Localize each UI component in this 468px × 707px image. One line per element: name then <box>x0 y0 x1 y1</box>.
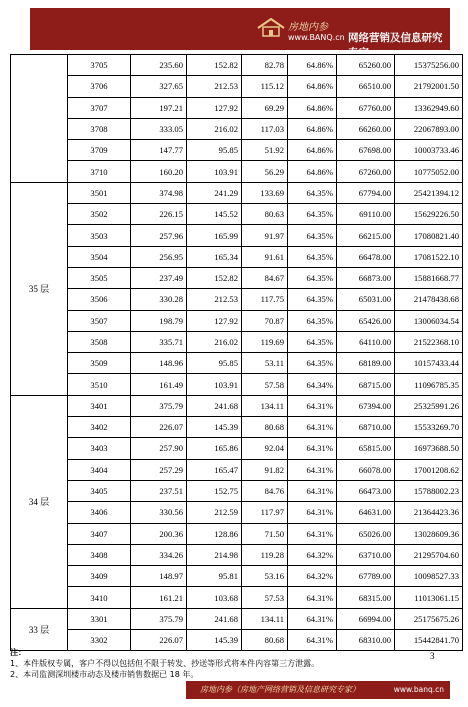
price-cell: 66215.00 <box>337 225 395 246</box>
brand-name: 房地内参 <box>288 22 328 33</box>
ratio-cell: 64.35% <box>288 331 337 352</box>
total-cell: 13028609.36 <box>395 523 463 544</box>
price-cell: 68310.00 <box>337 630 395 651</box>
total-cell: 17081522.10 <box>395 246 463 267</box>
total-cell: 21792001.50 <box>395 76 463 97</box>
room-cell: 3410 <box>68 587 131 608</box>
price-cell: 66994.00 <box>337 608 395 629</box>
c-cell: 91.97 <box>242 225 288 246</box>
ratio-cell: 64.31% <box>288 502 337 523</box>
ratio-cell: 64.31% <box>288 608 337 629</box>
house-logo-icon <box>256 17 286 37</box>
c-cell: 71.50 <box>242 523 288 544</box>
price-cell: 65026.00 <box>337 523 395 544</box>
price-cell: 66510.00 <box>337 76 395 97</box>
a-cell: 148.97 <box>131 566 187 587</box>
total-cell: 17001208.62 <box>395 459 463 480</box>
table-row <box>11 417 463 438</box>
b-cell: 103.68 <box>187 587 242 608</box>
floor-cell: 33 层 <box>11 608 68 651</box>
price-cell: 66078.00 <box>337 459 395 480</box>
floor-cell: 34 层 <box>11 395 68 608</box>
b-cell: 103.91 <box>187 374 242 395</box>
price-cell: 68189.00 <box>337 353 395 374</box>
b-cell: 145.39 <box>187 417 242 438</box>
a-cell: 256.95 <box>131 246 187 267</box>
total-cell: 21364423.36 <box>395 502 463 523</box>
room-cell: 3301 <box>68 608 131 629</box>
table-row <box>11 76 463 97</box>
c-cell: 133.69 <box>242 182 288 203</box>
table-row <box>11 267 463 288</box>
a-cell: 375.79 <box>131 395 187 416</box>
room-cell: 3409 <box>68 566 131 587</box>
total-cell: 10003733.46 <box>395 140 463 161</box>
total-cell: 10775052.00 <box>395 161 463 182</box>
room-cell: 3504 <box>68 246 131 267</box>
price-cell: 67760.00 <box>337 97 395 118</box>
ratio-cell: 64.35% <box>288 182 337 203</box>
table-row <box>11 204 463 225</box>
c-cell: 117.97 <box>242 502 288 523</box>
b-cell: 212.59 <box>187 502 242 523</box>
room-cell: 3502 <box>68 204 131 225</box>
a-cell: 198.79 <box>131 310 187 331</box>
a-cell: 257.29 <box>131 459 187 480</box>
total-cell: 21522368.10 <box>395 331 463 352</box>
price-cell: 66478.00 <box>337 246 395 267</box>
total-cell: 10098527.33 <box>395 566 463 587</box>
ratio-cell: 64.32% <box>288 566 337 587</box>
total-cell: 15881668.77 <box>395 267 463 288</box>
table-row <box>11 246 463 267</box>
price-cell: 67789.00 <box>337 566 395 587</box>
price-cell: 65031.00 <box>337 289 395 310</box>
total-cell: 15533269.70 <box>395 417 463 438</box>
b-cell: 145.39 <box>187 630 242 651</box>
ratio-cell: 64.86% <box>288 97 337 118</box>
price-cell: 65426.00 <box>337 310 395 331</box>
table-row <box>11 459 463 480</box>
b-cell: 127.92 <box>187 310 242 331</box>
price-cell: 64631.00 <box>337 502 395 523</box>
page-number: 3 <box>430 651 435 661</box>
a-cell: 226.07 <box>131 417 187 438</box>
b-cell: 165.86 <box>187 438 242 459</box>
total-cell: 21295704.60 <box>395 544 463 565</box>
room-cell: 3403 <box>68 438 131 459</box>
total-cell: 15375256.00 <box>395 55 463 76</box>
c-cell: 115.12 <box>242 76 288 97</box>
room-cell: 3406 <box>68 502 131 523</box>
a-cell: 160.20 <box>131 161 187 182</box>
b-cell: 216.02 <box>187 331 242 352</box>
c-cell: 80.68 <box>242 630 288 651</box>
b-cell: 152.75 <box>187 480 242 501</box>
c-cell: 119.28 <box>242 544 288 565</box>
table-row <box>11 608 463 629</box>
c-cell: 56.29 <box>242 161 288 182</box>
room-cell: 3507 <box>68 310 131 331</box>
room-cell: 3405 <box>68 480 131 501</box>
b-cell: 95.85 <box>187 353 242 374</box>
ratio-cell: 64.35% <box>288 225 337 246</box>
total-cell: 25325991.26 <box>395 395 463 416</box>
notes <box>10 647 450 680</box>
c-cell: 80.63 <box>242 204 288 225</box>
price-cell: 67698.00 <box>337 140 395 161</box>
c-cell: 69.29 <box>242 97 288 118</box>
table-row <box>11 438 463 459</box>
table-row <box>11 544 463 565</box>
room-cell: 3505 <box>68 267 131 288</box>
ratio-cell: 64.31% <box>288 459 337 480</box>
floor-cell <box>11 55 68 183</box>
table-row <box>11 97 463 118</box>
table-row <box>11 182 463 203</box>
price-cell: 63710.00 <box>337 544 395 565</box>
room-cell: 3510 <box>68 374 131 395</box>
ratio-cell: 64.35% <box>288 246 337 267</box>
ratio-cell: 64.31% <box>288 587 337 608</box>
a-cell: 147.77 <box>131 140 187 161</box>
a-cell: 334.26 <box>131 544 187 565</box>
table-row <box>11 161 463 182</box>
table-row <box>11 480 463 501</box>
a-cell: 375.79 <box>131 608 187 629</box>
total-cell: 11096785.35 <box>395 374 463 395</box>
a-cell: 374.98 <box>131 182 187 203</box>
total-cell: 25421394.12 <box>395 182 463 203</box>
price-cell: 65815.00 <box>337 438 395 459</box>
header-banner <box>30 8 450 59</box>
price-cell: 67794.00 <box>337 182 395 203</box>
b-cell: 216.02 <box>187 118 242 139</box>
table-row <box>11 353 463 374</box>
total-cell: 11013061.15 <box>395 587 463 608</box>
a-cell: 237.49 <box>131 267 187 288</box>
price-cell: 68715.00 <box>337 374 395 395</box>
room-cell: 3404 <box>68 459 131 480</box>
price-cell: 67260.00 <box>337 161 395 182</box>
a-cell: 330.56 <box>131 502 187 523</box>
b-cell: 128.86 <box>187 523 242 544</box>
ratio-cell: 64.31% <box>288 395 337 416</box>
room-cell: 3509 <box>68 353 131 374</box>
c-cell: 82.78 <box>242 55 288 76</box>
a-cell: 257.90 <box>131 438 187 459</box>
price-cell: 68315.00 <box>337 587 395 608</box>
price-cell: 66873.00 <box>337 267 395 288</box>
c-cell: 117.75 <box>242 289 288 310</box>
table-row <box>11 523 463 544</box>
a-cell: 226.15 <box>131 204 187 225</box>
ratio-cell: 64.86% <box>288 140 337 161</box>
ratio-cell: 64.35% <box>288 267 337 288</box>
floor-cell: 35 层 <box>11 182 68 395</box>
b-cell: 95.81 <box>187 566 242 587</box>
a-cell: 327.65 <box>131 76 187 97</box>
c-cell: 53.16 <box>242 566 288 587</box>
total-cell: 15629226.50 <box>395 204 463 225</box>
c-cell: 57.58 <box>242 374 288 395</box>
b-cell: 152.82 <box>187 55 242 76</box>
b-cell: 214.98 <box>187 544 242 565</box>
room-cell: 3302 <box>68 630 131 651</box>
ratio-cell: 64.86% <box>288 76 337 97</box>
ratio-cell: 64.35% <box>288 204 337 225</box>
c-cell: 57.53 <box>242 587 288 608</box>
total-cell: 25175675.26 <box>395 608 463 629</box>
table-row <box>11 502 463 523</box>
ratio-cell: 64.31% <box>288 417 337 438</box>
room-cell: 3402 <box>68 417 131 438</box>
room-cell: 3708 <box>68 118 131 139</box>
b-cell: 165.47 <box>187 459 242 480</box>
room-cell: 3506 <box>68 289 131 310</box>
c-cell: 91.82 <box>242 459 288 480</box>
ratio-cell: 64.34% <box>288 374 337 395</box>
footer-text: 房地内参（房地产网络营销及信息研究专家） <box>200 685 360 694</box>
room-cell: 3508 <box>68 331 131 352</box>
footer-site: www.banq.cn <box>393 685 444 694</box>
c-cell: 134.11 <box>242 395 288 416</box>
price-cell: 66473.00 <box>337 480 395 501</box>
total-cell: 15442841.70 <box>395 630 463 651</box>
sales-table <box>10 54 463 651</box>
total-cell: 15788002.23 <box>395 480 463 501</box>
a-cell: 237.51 <box>131 480 187 501</box>
ratio-cell: 64.31% <box>288 630 337 651</box>
b-cell: 241.68 <box>187 395 242 416</box>
a-cell: 257.96 <box>131 225 187 246</box>
b-cell: 165.99 <box>187 225 242 246</box>
a-cell: 200.36 <box>131 523 187 544</box>
ratio-cell: 64.86% <box>288 55 337 76</box>
room-cell: 3501 <box>68 182 131 203</box>
b-cell: 103.91 <box>187 161 242 182</box>
c-cell: 92.04 <box>242 438 288 459</box>
c-cell: 84.67 <box>242 267 288 288</box>
c-cell: 84.76 <box>242 480 288 501</box>
price-cell: 69110.00 <box>337 204 395 225</box>
ratio-cell: 64.86% <box>288 118 337 139</box>
a-cell: 161.49 <box>131 374 187 395</box>
a-cell: 226.07 <box>131 630 187 651</box>
room-cell: 3707 <box>68 97 131 118</box>
b-cell: 95.85 <box>187 140 242 161</box>
price-cell: 66260.00 <box>337 118 395 139</box>
a-cell: 197.21 <box>131 97 187 118</box>
room-cell: 3407 <box>68 523 131 544</box>
room-cell: 3706 <box>68 76 131 97</box>
a-cell: 330.28 <box>131 289 187 310</box>
ratio-cell: 64.35% <box>288 310 337 331</box>
a-cell: 148.96 <box>131 353 187 374</box>
table-row <box>11 118 463 139</box>
b-cell: 212.53 <box>187 289 242 310</box>
c-cell: 134.11 <box>242 608 288 629</box>
notes-title: 注： <box>10 648 26 657</box>
c-cell: 70.87 <box>242 310 288 331</box>
footer-banner <box>186 681 450 699</box>
b-cell: 165.34 <box>187 246 242 267</box>
a-cell: 161.21 <box>131 587 187 608</box>
ratio-cell: 64.32% <box>288 544 337 565</box>
room-cell: 3705 <box>68 55 131 76</box>
price-cell: 64110.00 <box>337 331 395 352</box>
note-copyright: 1、本件版权专属，客户不得以包括但不限于转发、抄送等形式将本件内容第三方泄露。 <box>10 659 320 668</box>
note-monitoring: 2、本司监测深圳楼市动态及楼市销售数据已 18 年。 <box>10 670 199 679</box>
ratio-cell: 64.86% <box>288 161 337 182</box>
table-row <box>11 289 463 310</box>
b-cell: 127.92 <box>187 97 242 118</box>
b-cell: 241.29 <box>187 182 242 203</box>
c-cell: 117.03 <box>242 118 288 139</box>
brand-site: www.BANQ.cn <box>288 33 345 42</box>
price-cell: 68710.00 <box>337 417 395 438</box>
ratio-cell: 64.31% <box>288 480 337 501</box>
c-cell: 53.11 <box>242 353 288 374</box>
total-cell: 21478438.68 <box>395 289 463 310</box>
total-cell: 16973688.50 <box>395 438 463 459</box>
a-cell: 335.71 <box>131 331 187 352</box>
price-cell: 65260.00 <box>337 55 395 76</box>
room-cell: 3401 <box>68 395 131 416</box>
ratio-cell: 64.31% <box>288 523 337 544</box>
c-cell: 119.69 <box>242 331 288 352</box>
table-row <box>11 55 463 76</box>
c-cell: 51.92 <box>242 140 288 161</box>
table-row <box>11 310 463 331</box>
total-cell: 17080821.40 <box>395 225 463 246</box>
c-cell: 80.68 <box>242 417 288 438</box>
table-row <box>11 331 463 352</box>
a-cell: 235.60 <box>131 55 187 76</box>
ratio-cell: 64.31% <box>288 438 337 459</box>
b-cell: 241.68 <box>187 608 242 629</box>
total-cell: 22067893.00 <box>395 118 463 139</box>
ratio-cell: 64.35% <box>288 289 337 310</box>
b-cell: 152.82 <box>187 267 242 288</box>
b-cell: 212.53 <box>187 76 242 97</box>
table-row <box>11 140 463 161</box>
table-row <box>11 395 463 416</box>
a-cell: 333.05 <box>131 118 187 139</box>
room-cell: 3709 <box>68 140 131 161</box>
price-cell: 67394.00 <box>337 395 395 416</box>
room-cell: 3710 <box>68 161 131 182</box>
table-row <box>11 566 463 587</box>
table-row <box>11 374 463 395</box>
room-cell: 3503 <box>68 225 131 246</box>
total-cell: 10157433.44 <box>395 353 463 374</box>
c-cell: 91.61 <box>242 246 288 267</box>
total-cell: 13362949.60 <box>395 97 463 118</box>
b-cell: 145.52 <box>187 204 242 225</box>
table-row <box>11 225 463 246</box>
table-row <box>11 587 463 608</box>
brand-subtitle: 网络营销及信息研究专家 <box>348 32 443 59</box>
room-cell: 3408 <box>68 544 131 565</box>
total-cell: 13006034.54 <box>395 310 463 331</box>
ratio-cell: 64.35% <box>288 353 337 374</box>
